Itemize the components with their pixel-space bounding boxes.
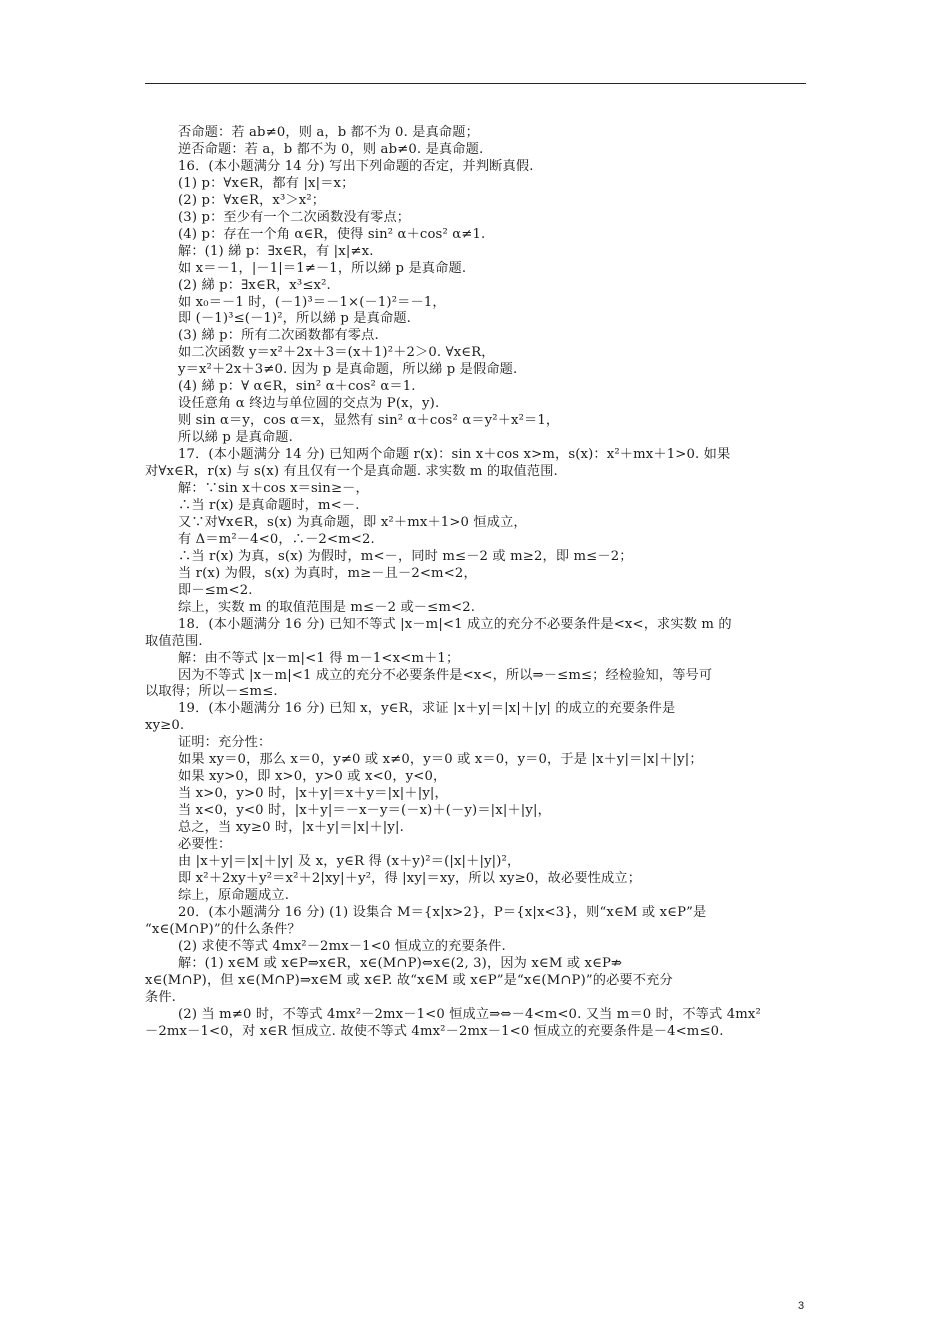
text-line: 由 |x＋y|＝|x|＋|y| 及 x，y∈R 得 (x＋y)²＝(|x|＋|y|)²， <box>178 853 521 869</box>
text-line: 则 sin α＝y，cos α＝x，显然有 sin² α＋cos² α＝y²＋x²＝1， <box>178 413 560 429</box>
text-line: 17．(本小题满分 14 分) 已知两个命题 r(x)：sin x＋cos x>m，s(x)：x²＋mx＋1>0. 如果 <box>178 447 731 463</box>
text-line: 逆否命题：若 a，b 都不为 0，则 ab≠0. 是真命题. <box>178 141 484 157</box>
text-line: 否命题：若 ab≠0，则 a，b 都不为 0. 是真命题； <box>178 125 479 140</box>
text-line: 如果 xy>0，即 x>0，y>0 或 x<0，y<0， <box>178 769 447 785</box>
text-line: 所以綈 p 是真命题. <box>178 430 293 446</box>
text-line: (4) 綈 p：∀ α∈R，sin² α＋cos² α＝1. <box>178 379 416 395</box>
text-line: 20．(本小题满分 16 分) (1) 设集合 M＝{x|x>2}，P＝{x|x<3}，则“x∈M 或 x∈P”是 <box>178 904 707 920</box>
text-line: (4) p：存在一个角 α∈R，使得 sin² α＋cos² α≠1. <box>178 226 486 242</box>
text-line: 解：由不等式 |x－m|<1 得 m－1<x<m＋1； <box>178 650 460 666</box>
text-line: －2mx－1<0，对 x∈R 恒成立. 故使不等式 4mx²－2mx－1<0 恒成立的充要条件是－4<m≤0. <box>145 1023 724 1039</box>
text-line: 解：(1) 綈 p：∃x∈R，有 |x|≠x. <box>178 243 374 259</box>
text-line: 综上，原命题成立. <box>178 887 290 903</box>
text-line: (2) 求使不等式 4mx²－2mx－1<0 恒成立的充要条件. <box>178 938 506 954</box>
text-line: (2) p：∀x∈R，x³＞x²； <box>178 192 326 208</box>
text-line: 如二次函数 y＝x²＋2x＋3＝(x＋1)²＋2＞0. ∀x∈R， <box>178 345 495 361</box>
text-line: (2) 当 m≠0 时，不等式 4mx²－2mx－1<0 恒成立⇒⇔－4<m<0. 又当 m＝0 时，不等式 4mx² <box>178 1006 761 1022</box>
text-line: “x∈(M∩P)”的什么条件？ <box>145 921 301 937</box>
text-line: 以取得；所以－≤m≤. <box>145 684 278 700</box>
text-line: 即－≤m<2. <box>178 582 253 598</box>
text-line: 当 x<0，y<0 时，|x＋y|＝－x－y＝(－x)＋(－y)＝|x|＋|y|， <box>178 803 551 819</box>
text-line: 当 x>0，y>0 时，|x＋y|＝x＋y＝|x|＋|y|， <box>178 786 448 802</box>
text-line: 因为不等式 |x－m|<1 成立的充分不必要条件是<x<，所以⇒－≤m≤；经检验知，等号可 <box>178 667 713 683</box>
text-line: 如 x＝－1，|－1|＝1≠－1，所以綈 p 是真命题. <box>178 260 467 276</box>
document-body <box>145 125 807 1040</box>
text-line: 如 x₀＝－1 时，(－1)³＝－1×(－1)²＝－1， <box>178 294 446 310</box>
text-line: 19．(本小题满分 16 分) 已知 x，y∈R，求证 |x＋y|＝|x|＋|y| 的成立的充要条件是 <box>178 701 676 717</box>
text-line: 必要性： <box>178 837 232 853</box>
text-line: 对∀x∈R，r(x) 与 s(x) 有且仅有一个是真命题. 求实数 m 的取值范围. <box>145 464 558 480</box>
text-line: (3) p：至少有一个二次函数没有零点； <box>178 209 411 225</box>
text-line: 有 Δ＝m²－4<0，∴－2<m<2. <box>178 531 375 547</box>
text-line: 证明：充分性： <box>178 735 272 751</box>
text-line: 16．(本小题满分 14 分) 写出下列命题的否定，并判断真假. <box>178 158 534 174</box>
text-line: xy≥0. <box>145 718 185 734</box>
text-line: ∴当 r(x) 为真，s(x) 为假时，m<－，同时 m≤－2 或 m≥2，即 m≤－2； <box>178 548 633 564</box>
text-line: 又∵对∀x∈R，s(x) 为真命题，即 x²＋mx＋1>0 恒成立， <box>178 514 527 530</box>
text-line: 解：(1) x∈M 或 x∈P⇒x∈R，x∈(M∩P)⇔x∈(2, 3)，因为 x∈M 或 x∈P⇏ <box>178 955 623 971</box>
text-line: 当 r(x) 为假，s(x) 为真时，m≥－且－2<m<2， <box>178 565 477 581</box>
text-line: 即 x²＋2xy＋y²＝x²＋2|xy|＋y²，得 |xy|＝xy，所以 xy≥0，故必要性成立； <box>178 870 642 886</box>
text-line: 如果 xy＝0，那么 x＝0，y≠0 或 x≠0，y＝0 或 x＝0，y＝0，于是 |x＋y|＝|x|＋|y|； <box>178 752 703 768</box>
header-rule <box>145 83 806 84</box>
text-line: 总之，当 xy≥0 时，|x＋y|＝|x|＋|y|. <box>178 820 404 836</box>
text-line: y＝x²＋2x＋3≠0. 因为 p 是真命题，所以綈 p 是假命题. <box>178 362 518 378</box>
text-line: 取值范围. <box>145 633 203 649</box>
text-line: ∴当 r(x) 是真命题时，m<－. <box>178 497 360 513</box>
text-line: 设任意角 α 终边与单位圆的交点为 P(x，y). <box>178 396 440 412</box>
text-line: 18．(本小题满分 16 分) 已知不等式 |x－m|<1 成立的充分不必要条件是<x<，求实数 m 的 <box>178 616 732 632</box>
text-line: 条件. <box>145 989 177 1005</box>
text-line: (3) 綈 p：所有二次函数都有零点. <box>178 328 379 344</box>
text-line: 综上，实数 m 的取值范围是 m≤－2 或－≤m<2. <box>178 599 476 615</box>
page-number: 3 <box>798 1300 805 1312</box>
text-line: (1) p：∀x∈R，都有 |x|＝x； <box>178 175 355 191</box>
text-line: 即 (－1)³≤(－1)²，所以綈 p 是真命题. <box>178 311 412 327</box>
text-line: (2) 綈 p：∃x∈R，x³≤x². <box>178 277 331 293</box>
text-line: x∈(M∩P)，但 x∈(M∩P)⇒x∈M 或 x∈P. 故“x∈M 或 x∈P”是“x∈(M∩P)”的必要不充分 <box>145 972 673 988</box>
text-line: 解：∵sin x＋cos x＝sin≥－， <box>178 481 369 497</box>
